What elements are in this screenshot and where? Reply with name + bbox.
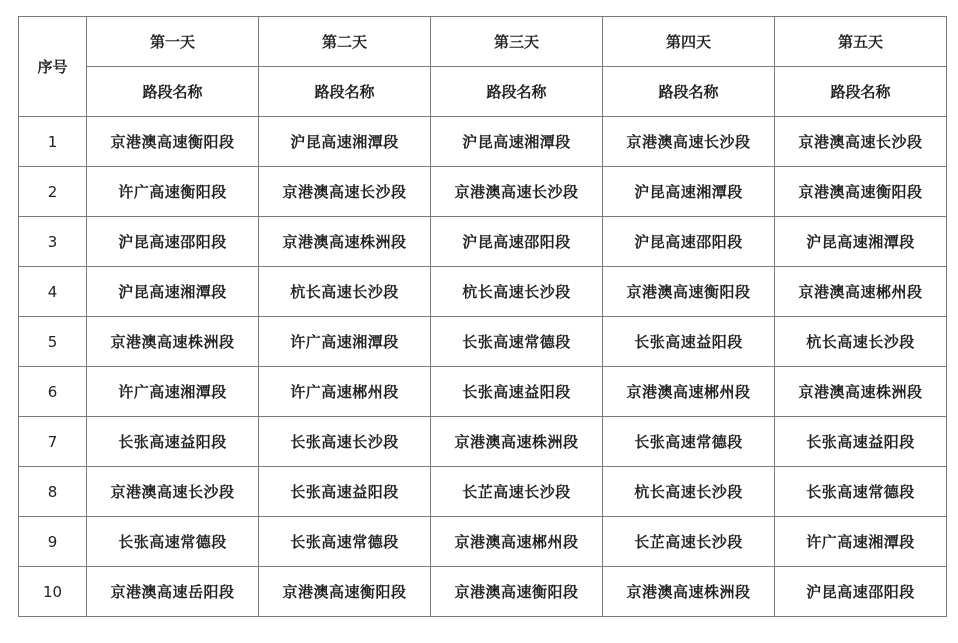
day-header: 第二天 (259, 17, 431, 67)
road-segment-cell: 京港澳高速郴州段 (603, 367, 775, 417)
index-header: 序号 (19, 17, 87, 117)
road-name-header: 路段名称 (87, 67, 259, 117)
road-segment-cell: 长张高速常德段 (259, 517, 431, 567)
road-segment-cell: 京港澳高速长沙段 (259, 167, 431, 217)
road-segment-cell: 沪昆高速湘潭段 (87, 267, 259, 317)
road-name-header: 路段名称 (431, 67, 603, 117)
road-segment-cell: 长张高速长沙段 (259, 417, 431, 467)
road-segment-cell: 京港澳高速衡阳段 (603, 267, 775, 317)
road-segment-cell: 许广高速湘潭段 (87, 367, 259, 417)
table-body (19, 117, 947, 617)
row-number: 1 (19, 117, 87, 167)
table-row (19, 167, 947, 217)
row-number: 7 (19, 417, 87, 467)
road-segment-cell: 长芷高速长沙段 (603, 517, 775, 567)
road-segment-cell: 京港澳高速郴州段 (775, 267, 947, 317)
road-segment-cell: 京港澳高速岳阳段 (87, 567, 259, 617)
row-number: 6 (19, 367, 87, 417)
road-segment-cell: 京港澳高速衡阳段 (431, 567, 603, 617)
road-segment-cell: 长张高速常德段 (603, 417, 775, 467)
road-segment-cell: 杭长高速长沙段 (775, 317, 947, 367)
road-segment-cell: 长张高速益阳段 (431, 367, 603, 417)
road-name-header: 路段名称 (603, 67, 775, 117)
road-segment-cell: 京港澳高速株洲段 (259, 217, 431, 267)
road-segment-cell: 长张高速常德段 (775, 467, 947, 517)
road-schedule-table (18, 16, 947, 617)
table-row (19, 117, 947, 167)
row-number: 5 (19, 317, 87, 367)
road-segment-cell: 许广高速湘潭段 (259, 317, 431, 367)
header-row-subtitle (19, 67, 947, 117)
row-number: 9 (19, 517, 87, 567)
road-segment-cell: 许广高速衡阳段 (87, 167, 259, 217)
road-segment-cell: 沪昆高速湘潭段 (603, 167, 775, 217)
road-segment-cell: 京港澳高速长沙段 (431, 167, 603, 217)
table-header (19, 17, 947, 117)
road-segment-cell: 长张高速益阳段 (259, 467, 431, 517)
table-row (19, 467, 947, 517)
road-segment-cell: 沪昆高速湘潭段 (431, 117, 603, 167)
day-header: 第四天 (603, 17, 775, 67)
road-segment-cell: 沪昆高速湘潭段 (259, 117, 431, 167)
road-segment-cell: 京港澳高速株洲段 (431, 417, 603, 467)
road-segment-cell: 京港澳高速株洲段 (87, 317, 259, 367)
row-number: 3 (19, 217, 87, 267)
day-header: 第三天 (431, 17, 603, 67)
road-segment-cell: 沪昆高速邵阳段 (775, 567, 947, 617)
row-number: 2 (19, 167, 87, 217)
table-row (19, 217, 947, 267)
road-segment-cell: 京港澳高速长沙段 (603, 117, 775, 167)
road-segment-cell: 许广高速湘潭段 (775, 517, 947, 567)
header-row-days (19, 17, 947, 67)
road-segment-cell: 沪昆高速邵阳段 (431, 217, 603, 267)
road-name-header: 路段名称 (775, 67, 947, 117)
road-segment-cell: 长张高速益阳段 (87, 417, 259, 467)
table-row (19, 267, 947, 317)
row-number: 8 (19, 467, 87, 517)
table-row (19, 517, 947, 567)
road-segment-cell: 杭长高速长沙段 (603, 467, 775, 517)
schedule-table-wrapper (18, 16, 947, 617)
road-segment-cell: 长张高速益阳段 (603, 317, 775, 367)
road-segment-cell: 京港澳高速郴州段 (431, 517, 603, 567)
day-header: 第一天 (87, 17, 259, 67)
road-segment-cell: 杭长高速长沙段 (259, 267, 431, 317)
table-row (19, 567, 947, 617)
road-segment-cell: 京港澳高速衡阳段 (259, 567, 431, 617)
table-row (19, 417, 947, 467)
road-segment-cell: 长芷高速长沙段 (431, 467, 603, 517)
road-segment-cell: 杭长高速长沙段 (431, 267, 603, 317)
table-row (19, 317, 947, 367)
road-segment-cell: 京港澳高速株洲段 (603, 567, 775, 617)
road-segment-cell: 京港澳高速长沙段 (87, 467, 259, 517)
road-segment-cell: 京港澳高速株洲段 (775, 367, 947, 417)
road-segment-cell: 京港澳高速衡阳段 (775, 167, 947, 217)
road-segment-cell: 沪昆高速邵阳段 (603, 217, 775, 267)
road-segment-cell: 京港澳高速长沙段 (775, 117, 947, 167)
road-segment-cell: 京港澳高速衡阳段 (87, 117, 259, 167)
road-segment-cell: 长张高速常德段 (431, 317, 603, 367)
road-name-header: 路段名称 (259, 67, 431, 117)
road-segment-cell: 长张高速常德段 (87, 517, 259, 567)
row-number: 10 (19, 567, 87, 617)
road-segment-cell: 长张高速益阳段 (775, 417, 947, 467)
road-segment-cell: 许广高速郴州段 (259, 367, 431, 417)
road-segment-cell: 沪昆高速湘潭段 (775, 217, 947, 267)
table-row (19, 367, 947, 417)
row-number: 4 (19, 267, 87, 317)
road-segment-cell: 沪昆高速邵阳段 (87, 217, 259, 267)
day-header: 第五天 (775, 17, 947, 67)
